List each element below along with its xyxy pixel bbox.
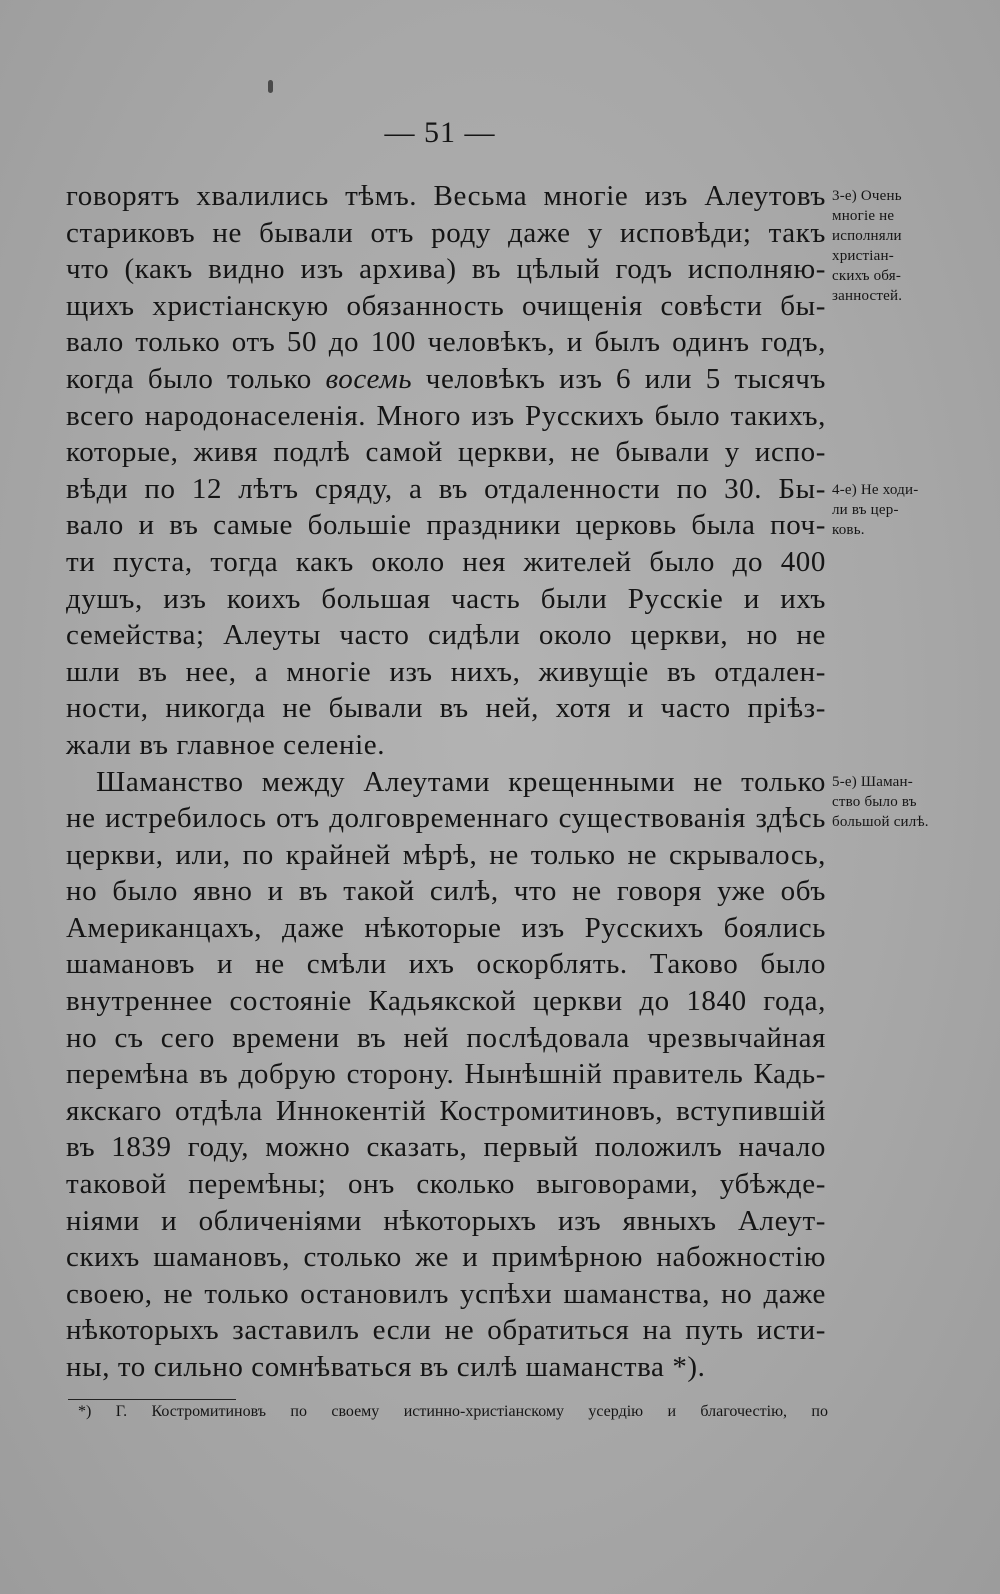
margin-note-3	[832, 186, 944, 306]
margin-note-line: ковь.	[832, 522, 865, 538]
text-line: которые, живя подлѣ самой церкви, не бывали у испо-	[66, 436, 826, 469]
text-line: всего народонаселенія. Много изъ Русскихъ было такихъ,	[66, 399, 826, 432]
text-line: но было явно и въ такой силѣ, что не говоря уже объ	[66, 875, 826, 908]
margin-note-line: христіан-	[832, 248, 894, 264]
text-line: вало только отъ 50 до 100 человѣкъ, и былъ одинъ годъ,	[66, 326, 826, 359]
text-line: церкви, или, по крайней мѣрѣ, не только не скрывалось,	[66, 838, 826, 871]
text-line: таковой перемѣны; онъ сколько выговорами, убѣжде-	[66, 1168, 826, 1201]
margin-note-line: исполняли	[832, 228, 902, 244]
footnote: *) Г. Костромитиновъ по своему истинно-христіанскому усердію и благочестію, по	[78, 1403, 828, 1420]
text-line: семейства; Алеуты часто сидѣли около церкви, но не	[66, 619, 826, 652]
text-line: ны, то сильно сомнѣваться въ силѣ шаманства *).	[66, 1351, 706, 1383]
text-line	[66, 361, 826, 398]
text-line: скихъ шамановъ, столько же и примѣрною набожностію	[66, 1241, 826, 1274]
margin-note-line: большой силѣ.	[832, 814, 929, 830]
margin-note-line: 4-е) Не ходи-	[832, 482, 919, 498]
text-line: стариковъ не бывали отъ роду даже у исповѣди; такъ	[66, 216, 826, 249]
text-line: своею, не только остановилъ успѣхи шаманства, но даже	[66, 1277, 826, 1310]
page-number: — 51 —	[384, 116, 496, 149]
margin-note-4	[832, 480, 944, 540]
text-line: якскаго отдѣла Иннокентій Костромитиновъ, вступившій	[66, 1094, 826, 1127]
text-line: нѣкоторыхъ заставилъ если не обратиться на путь исти-	[66, 1314, 826, 1347]
text-line: щихъ христіанскую обязанность очищенія совѣсти бы-	[66, 289, 826, 322]
text-line: что (какъ видно изъ архива) въ цѣлый годъ исполняю-	[66, 253, 826, 286]
margin-note-line: 5-е) Шаман-	[832, 774, 913, 790]
margin-note-5	[832, 772, 944, 832]
ink-speck	[268, 80, 273, 93]
text-line: говорятъ хвалились тѣмъ. Весьма многіе изъ Алеутовъ	[66, 180, 826, 212]
margin-note-line: 3-е) Очень	[832, 188, 902, 204]
text-line: жали въ главное селеніе.	[66, 728, 386, 761]
text-run: человѣкъ изъ 6 или 5 тысячъ	[412, 362, 826, 395]
text-line: душъ, изъ коихъ большая часть были Русскіе и ихъ	[66, 582, 826, 615]
text-line: шли въ нее, а многіе изъ нихъ, живущіе въ отдален-	[66, 655, 826, 688]
text-line: вѣди по 12 лѣтъ сряду, а въ отдаленности по 30. Бы-	[66, 472, 826, 505]
margin-note-line: многіе не	[832, 208, 895, 224]
margin-note-line: ство было въ	[832, 794, 917, 810]
text-line: не истребилось отъ долговременнаго существованія здѣсь	[66, 802, 826, 835]
text-line: внутреннее состояніе Кадьякской церкви до 1840 года,	[66, 985, 826, 1018]
body-text	[66, 178, 826, 1386]
text-run: когда было только	[66, 362, 326, 395]
text-line: вало и въ самые большіе праздники церковь была поч-	[66, 509, 826, 542]
margin-note-line: занностей.	[832, 288, 903, 304]
text-line: въ 1839 году, можно сказать, первый положилъ начало	[66, 1131, 826, 1164]
text-line: ти пуста, тогда какъ около нея жителей было до 400	[66, 545, 826, 578]
text-line: шамановъ и не смѣли ихъ оскорблять. Таково было	[66, 948, 826, 981]
emphasized-word: восемь	[325, 362, 413, 395]
text-line: Американцахъ, даже нѣкоторые изъ Русскихъ боялись	[66, 911, 826, 944]
text-line: перемѣна въ добрую сторону. Нынѣшній правитель Кадь-	[66, 1058, 826, 1091]
text-line: Шаманство между Алеутами крещенными не только	[96, 765, 826, 798]
margin-note-line: скихъ обя-	[832, 268, 902, 284]
text-line: ніями и обличеніями нѣкоторыхъ изъ явныхъ Алеут-	[66, 1204, 826, 1237]
text-line: ности, никогда не бывали въ ней, хотя и часто пріѣз-	[66, 692, 826, 725]
margin-note-line: ли въ цер-	[832, 502, 899, 518]
text-line: но съ сего времени въ ней послѣдовала чрезвычайная	[66, 1021, 826, 1054]
